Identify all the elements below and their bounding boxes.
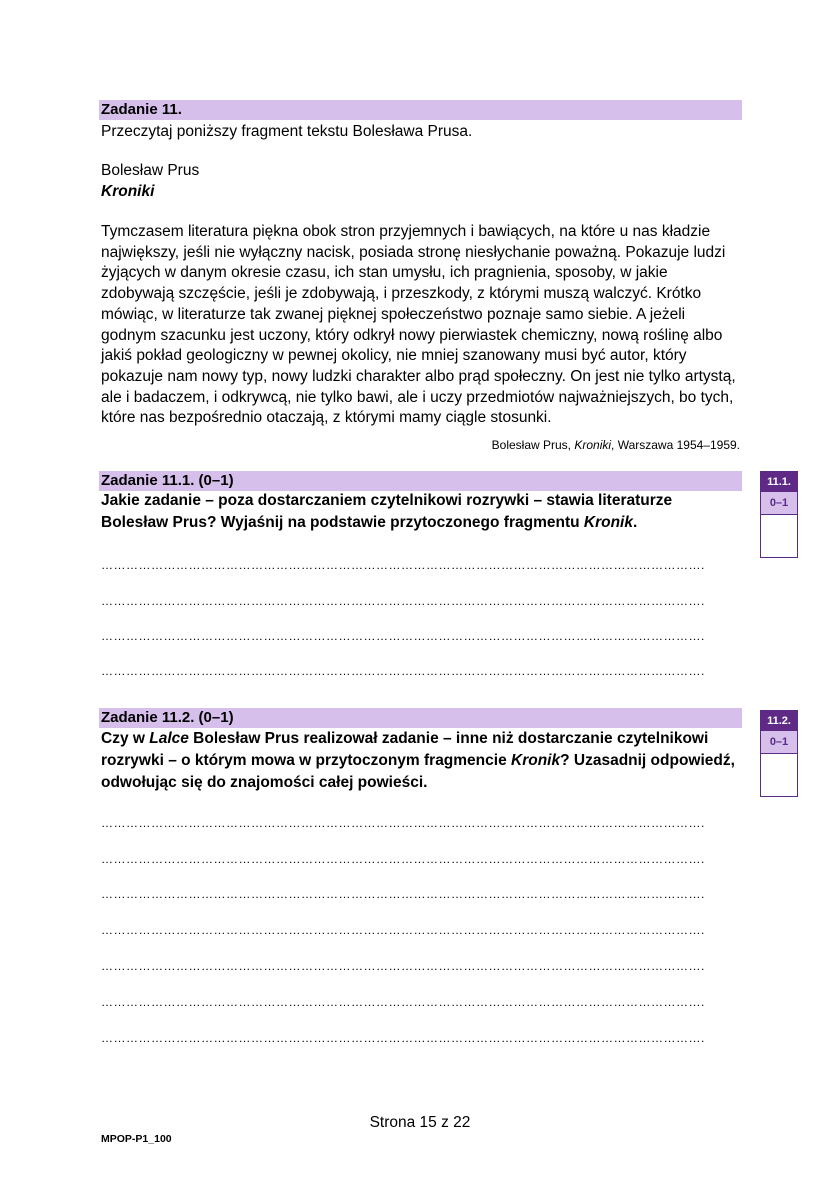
score-range: 0–1: [761, 492, 797, 515]
passage: [101, 222, 746, 429]
question-line: Bolesław Prus? Wyjaśnij na podstawie przytoczonego fragmentu Kronik.: [101, 514, 638, 531]
source-author: Bolesław Prus,: [491, 438, 575, 452]
answer-line[interactable]: ……………………………………………………………………………………………………………………………….: [101, 961, 705, 971]
question-line: rozrywki – o którym mowa w przytoczonym fragmencie Kronik? Uzasadnij odpowiedź,: [101, 752, 735, 769]
score-field[interactable]: [761, 754, 797, 796]
task-11-1-question: [101, 490, 746, 534]
answer-line[interactable]: ……………………………………………………………………………………………………………………………….: [101, 854, 705, 864]
question-work-title: Kronik: [511, 752, 561, 769]
passage-line: żyjących w danym okresie czasu, ich stan umysłu, ich pragnienia, sposoby, w jakie: [101, 264, 668, 282]
passage-line: które nas bezpośrednio otaczają, z którymi mamy ciągle stosunki.: [101, 409, 552, 427]
question-work-title: Kronik: [583, 514, 633, 531]
score-box-11-1: [760, 471, 798, 558]
answer-line[interactable]: ……………………………………………………………………………………………………………………………….: [101, 925, 705, 935]
source-title: Kroniki: [574, 438, 612, 452]
task-11-header: Zadanie 11.: [99, 100, 742, 120]
answer-line[interactable]: ……………………………………………………………………………………………………………………………….: [101, 997, 705, 1007]
task-11-2-header: Zadanie 11.2. (0–1): [99, 708, 742, 728]
answer-line[interactable]: ……………………………………………………………………………………………………………………………….: [101, 560, 705, 570]
author-name: Bolesław Prus: [101, 162, 200, 179]
answer-line[interactable]: ……………………………………………………………………………………………………………………………….: [101, 889, 705, 899]
question-line: Jakie zadanie – poza dostarczaniem czytelnikowi rozrywki – stawia literaturze: [101, 492, 673, 509]
exam-code: MPOP-P1_100: [101, 1133, 172, 1145]
task-11-instruction: Przeczytaj poniższy fragment tekstu Bolesława Prusa.: [101, 123, 473, 140]
passage-line: godnym szacunku jest uczony, który odkrył nowy pierwiastek chemiczny, nową roślinę albo: [101, 326, 723, 344]
answer-line[interactable]: ……………………………………………………………………………………………………………………………….: [101, 666, 705, 676]
score-box-11-2: [760, 710, 798, 797]
task-11-1-header: Zadanie 11.1. (0–1): [99, 471, 742, 491]
passage-line: Tymczasem literatura piękna obok stron przyjemnych i bawiących, na które u nas kładzie: [101, 223, 711, 240]
question-novel-title: Lalce: [149, 730, 189, 747]
score-range: 0–1: [761, 731, 797, 754]
question-line: Czy w Lalce Bolesław Prus realizował zadanie – inne niż dostarczanie czytelnikowi: [101, 730, 709, 747]
answer-line[interactable]: ……………………………………………………………………………………………………………………………….: [101, 596, 705, 606]
score-number: 11.2.: [761, 711, 797, 731]
score-number: 11.1.: [761, 472, 797, 492]
passage-line: jakiś pokład geologiczny w pewnej okolicy, nie mniej szanowany musi być autor, który: [101, 347, 687, 365]
answer-line[interactable]: ……………………………………………………………………………………………………………………………….: [101, 818, 705, 828]
source-rest: , Warszawa 1954–1959.: [611, 438, 740, 452]
passage-line: największy, jeśli nie wyłączny nacisk, posiada stronę niesłychanie poważną. Pokazuje ludzi: [101, 243, 726, 261]
answer-line[interactable]: ……………………………………………………………………………………………………………………………….: [101, 1033, 705, 1043]
passage-line: zdobywają szczęście, jeśli je zdobywają, i przeszkody, z którymi muszą walczyć. Krótko: [101, 285, 702, 303]
score-field[interactable]: [761, 515, 797, 557]
passage-line: ale i badaczem, i odkrywcą, nie tylko bawi, ale i uczy przedmiotów najważniejszych, bo tych,: [101, 388, 734, 406]
answer-line[interactable]: ……………………………………………………………………………………………………………………………….: [101, 631, 705, 641]
task-11-2-question: [101, 728, 746, 794]
page-number: Strona 15 z 22: [369, 1114, 471, 1131]
question-line: odwołując się do znajomości całej powieści.: [101, 774, 428, 791]
passage-line: mówiąc, w literaturze tak zwanej pięknej społeczeństwo poznaje samo siebie. A jeżeli: [101, 305, 686, 323]
passage-line: pokazuje nam nowy typ, nowy ludzki charakter albo prąd społeczny. On jest nie tylko artystą,: [101, 367, 736, 385]
passage-source: [492, 437, 740, 453]
work-title: Kroniki: [101, 183, 155, 200]
